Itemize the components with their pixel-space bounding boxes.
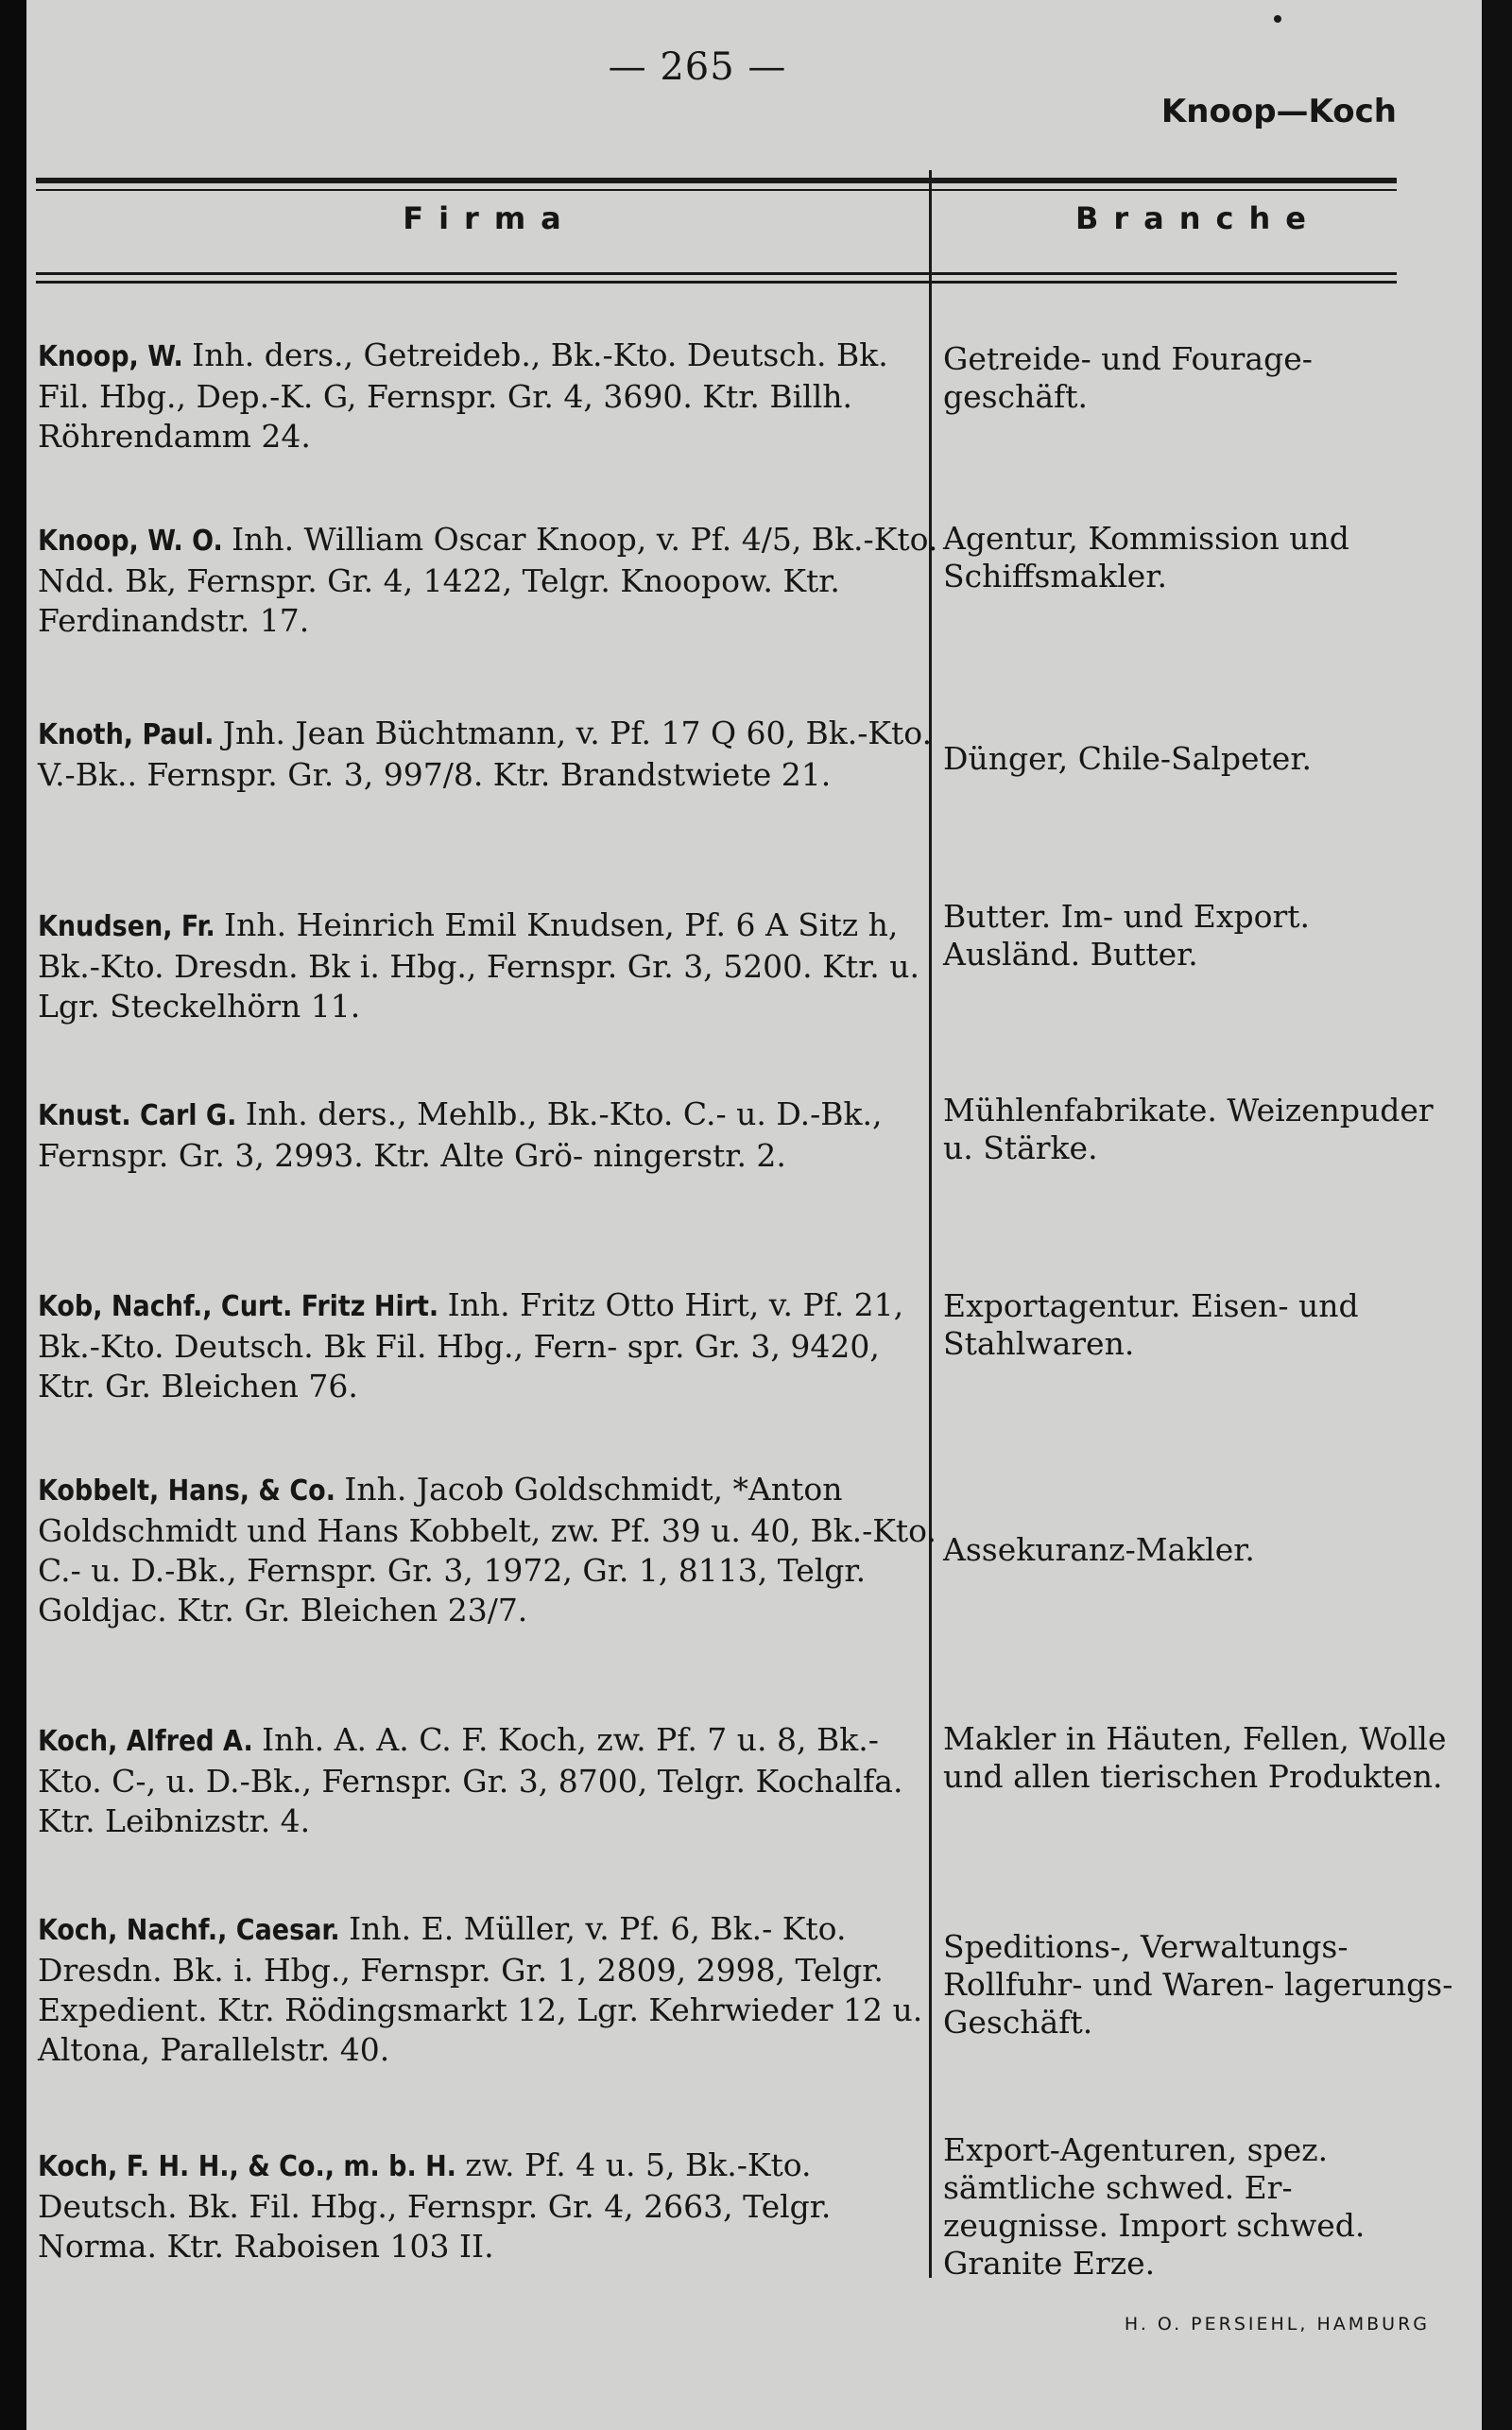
entry-details: Inh. E. Müller, v. Pf. 6, Bk.- Kto. Dresdn. Bk. i. Hbg., Fernspr. Gr. 1, 2809, 2998, Telgr. Expedient. Ktr. Rödingsmarkt 12, Lgr. Kehrwieder 12 u. Altona, Parallelstr. 40. bbox=[38, 1910, 923, 2068]
directory-page bbox=[26, 0, 1486, 2430]
entry-details: Inh. ders., Getreideb., Bk.-Kto. Deutsch. Bk. Fil. Hbg., Dep.-K. G, Fernspr. Gr. 4, 3690. Ktr. Billh. Röhrendamm 24. bbox=[38, 336, 888, 455]
entry-details: Jnh. Jean Büchtmann, v. Pf. 17 Q 60, Bk.-Kto. V.-Bk.. Fernspr. Gr. 3, 997/8. Ktr. Brandstwiete 21. bbox=[38, 715, 933, 793]
entry-firm-name: Kobbelt, Hans, & Co. bbox=[38, 1474, 345, 1508]
entry-firm-name: Knudsen, Fr. bbox=[38, 910, 225, 943]
branch-knoop-w: Getreide- und Fourage- geschäft. bbox=[943, 340, 1313, 415]
running-head: Knoop—Koch bbox=[1160, 93, 1397, 130]
entry-knoop-w bbox=[38, 336, 940, 457]
branch-knust-carl: Mühlenfabrikate. Weizenpuder u. Stärke. bbox=[943, 1092, 1434, 1166]
entry-firm-name: Knoop, W. bbox=[38, 340, 193, 373]
entry-knudsen-fr bbox=[38, 905, 940, 1026]
branch-koch-caesar: Speditions-, Verwaltungs- Rollfuhr- und Waren- lagerungs-Geschäft. bbox=[943, 1928, 1453, 2041]
entry-firm-name: Kob, Nachf., Curt. Fritz Hirt. bbox=[38, 1290, 448, 1323]
header-rule-upper bbox=[36, 272, 1397, 275]
branch-knoth-paul: Dünger, Chile-Salpeter. bbox=[943, 740, 1312, 777]
branch-koch-fhh: Export-Agenturen, spez. sämtliche schwed. Er- zeugnisse. Import schwed. Granite Erze. bbox=[943, 2131, 1366, 2282]
branch-knudsen-fr: Butter. Im- und Export. Ausländ. Butter. bbox=[943, 898, 1310, 973]
entry-firm-name: Knoop, W. O. bbox=[38, 525, 232, 558]
entry-koch-fhh bbox=[38, 2146, 940, 2266]
entry-details: Inh. Heinrich Emil Knudsen, Pf. 6 A Sitz h, Bk.-Kto. Dresdn. Bk i. Hbg., Fernspr. Gr. 3, 5200. Ktr. u. Lgr. Steckelhörn 11. bbox=[38, 906, 919, 1025]
entry-koch-caesar bbox=[38, 1909, 940, 2070]
branch-knoop-w-o: Agentur, Kommission und Schiffsmakler. bbox=[943, 520, 1349, 595]
entry-kobbelt-hans bbox=[38, 1470, 940, 1630]
header-rule-lower bbox=[36, 281, 1397, 284]
column-heading-firm: Firma bbox=[403, 200, 576, 236]
entry-firm-name: Koch, F. H. H., & Co., m. b. H. bbox=[38, 2150, 466, 2183]
entry-details: Inh. A. A. C. F. Koch, zw. Pf. 7 u. 8, Bk.-Kto. C-, u. D.-Bk., Fernspr. Gr. 3, 8700, Telgr. Kochalfa. Ktr. Leibnizstr. 4. bbox=[38, 1721, 903, 1839]
top-rule-thick bbox=[36, 178, 1397, 183]
branch-kobbelt-hans: Assekuranz-Makler. bbox=[943, 1531, 1255, 1568]
entry-details: zw. Pf. 4 u. 5, Bk.-Kto. Deutsch. Bk. Fil. Hbg., Fernspr. Gr. 4, 2663, Telgr. Norma. Ktr. Raboisen 103 II. bbox=[38, 2146, 832, 2265]
entry-knoop-w-o bbox=[38, 520, 940, 641]
entry-details: Inh. ders., Mehlb., Bk.-Kto. C.- u. D.-Bk., Fernspr. Gr. 3, 2993. Ktr. Alte Grö- ningerstr. 2. bbox=[38, 1095, 883, 1174]
printer-imprint: H. O. PERSIEHL, HAMBURG bbox=[1124, 2314, 1430, 2335]
entry-knust-carl bbox=[38, 1094, 940, 1176]
entry-firm-name: Knust. Carl G. bbox=[38, 1099, 246, 1132]
entry-details: Inh. Jacob Goldschmidt, *Anton Goldschmidt und Hans Kobbelt, zw. Pf. 39 u. 40, Bk.-Kto. C.- u. D.-Bk., Fernspr. Gr. 3, 1972, Gr. 1, 8113, Telgr. Goldjac. Ktr. Gr. Bleichen 23/7. bbox=[38, 1471, 936, 1629]
entry-firm-name: Koch, Nachf., Caesar. bbox=[38, 1914, 350, 1947]
entry-koch-alfred bbox=[38, 1720, 940, 1841]
entry-knoth-paul bbox=[38, 714, 940, 795]
branch-kob-nachf: Exportagentur. Eisen- und Stahlwaren. bbox=[943, 1287, 1359, 1362]
scan-edge-right bbox=[1482, 0, 1512, 2430]
entry-details: Inh. William Oscar Knoop, v. Pf. 4/5, Bk.-Kto. Ndd. Bk, Fernspr. Gr. 4, 1422, Telgr. Knoopow. Ktr. Ferdinandstr. 17. bbox=[38, 521, 938, 639]
branch-koch-alfred: Makler in Häuten, Fellen, Wolle und allen tierischen Produkten. bbox=[943, 1720, 1447, 1795]
entry-details: Inh. Fritz Otto Hirt, v. Pf. 21, Bk.-Kto. Deutsch. Bk Fil. Hbg., Fern- spr. Gr. 3, 9420, Ktr. Gr. Bleichen 76. bbox=[38, 1286, 904, 1405]
column-heading-branch: Branche bbox=[1075, 200, 1321, 236]
entry-kob-nachf bbox=[38, 1285, 940, 1406]
entry-firm-name: Knoth, Paul. bbox=[38, 718, 223, 751]
top-rule-thin bbox=[36, 189, 1397, 191]
ink-dot bbox=[1274, 15, 1281, 23]
page-number: — 265 — bbox=[608, 45, 787, 89]
entry-firm-name: Koch, Alfred A. bbox=[38, 1725, 263, 1758]
